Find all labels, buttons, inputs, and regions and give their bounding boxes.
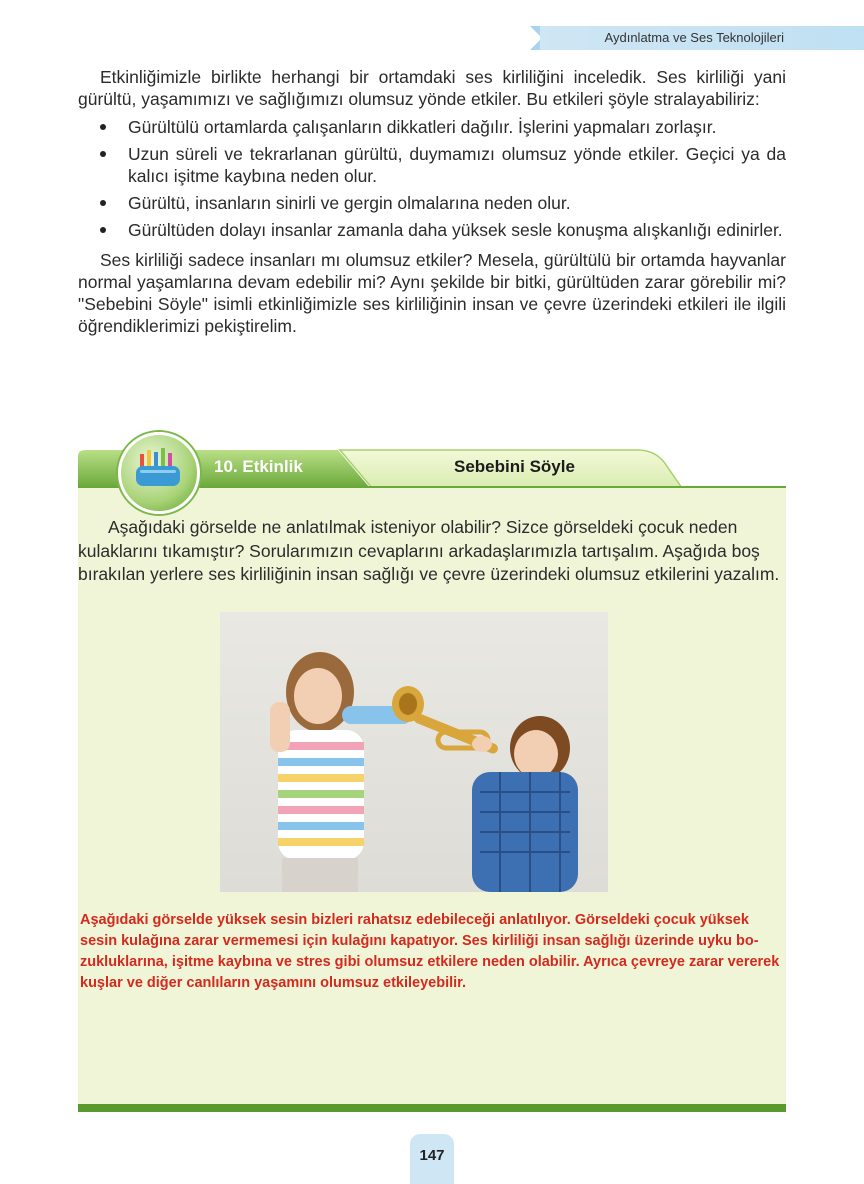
effects-list [78, 116, 786, 241]
activity-bottom-bar [78, 1104, 786, 1112]
section-title: Aydınlatma ve Ses Teknolojileri [604, 30, 784, 45]
activity-instructions [78, 516, 786, 587]
intro-section [78, 66, 786, 337]
children-trumpet-photo [220, 612, 608, 892]
list-item: Uzun süreli ve tekrarlanan gürültü, duymamızı olumsuz yönde etkiler. Geçici ya da kalıcı işitme kaybına neden olur. [78, 143, 786, 187]
activity-title: Sebebini Söyle [454, 457, 575, 476]
list-item: Gürültüden dolayı insanlar zamanla daha yüksek sesle konuşma alışkanlığı edinirler. [78, 219, 786, 241]
page-number: 147 [419, 1147, 445, 1164]
answer-text [80, 910, 780, 994]
activity-label: 10. Etkinlik [214, 457, 303, 476]
list-item: Gürültülü ortamlarda çalışanların dikkatleri dağılır. İşlerini yapmaları zorlaşır. [78, 116, 786, 138]
intro-paragraph-2: Ses kirliliği sadece insanları mı olumsuz etkiler? Mesela, gürültülü bir ortamda hayvanlar normal yaşamlarına devam edebilir mi? Aynı şekilde bir bitki, gürültüden zarar görebilir mi? "Sebebini Söyle" isimli etkinliğimizle ses kirliliğinin insan ve çevre üzerindeki etkileri ile ilgili öğrendiklerimizi pekiştirelim. [78, 250, 786, 336]
photo-illustration [220, 612, 608, 892]
intro-paragraph: Etkinliğimizle birlikte herhangi bir ortamdaki ses kirliliğini inceledik. Ses kirliliği yani gürültü, yaşamımızı ve sağlığımızı olumsuz yönde etkiler. Bu etkileri şöyle stralayabiliriz: [78, 67, 786, 109]
list-item: Gürültü, insanların sinirli ve gergin olmalarına neden olur. [78, 192, 786, 214]
answer-paragraph: Aşağıdaki görselde yüksek sesin bizleri rahatsız edebileceği anlatılıyor. Görseldeki çocuk yüksek sesin kulağına zarar vermemesi için kulağını kapatıyor. Ses kirliliği insan sağlığı üzerinde uyku bozukluklarına, işitme kaybına ve stres gibi olumsuz etkilere neden olabilir. Ayrıca çevreye zarar vererek kuşlar ve diğer canlıların yaşamını olumsuz etkileyebilir. [80, 912, 780, 991]
pencil-case-icon [134, 446, 182, 490]
instructions-paragraph: Aşağıdaki görselde ne anlatılmak isteniyor olabilir? Sizce görseldeki çocuk neden kulaklarını tıkamıştır? Sorularımızın cevaplarını arkadaşlarımızla tartışalım. Aşağıda boş bırakılan yerlere ses kirliliğinin insan sağlığı ve çevre üzerindeki olumsuz etkilerini yazalım. [78, 517, 780, 584]
